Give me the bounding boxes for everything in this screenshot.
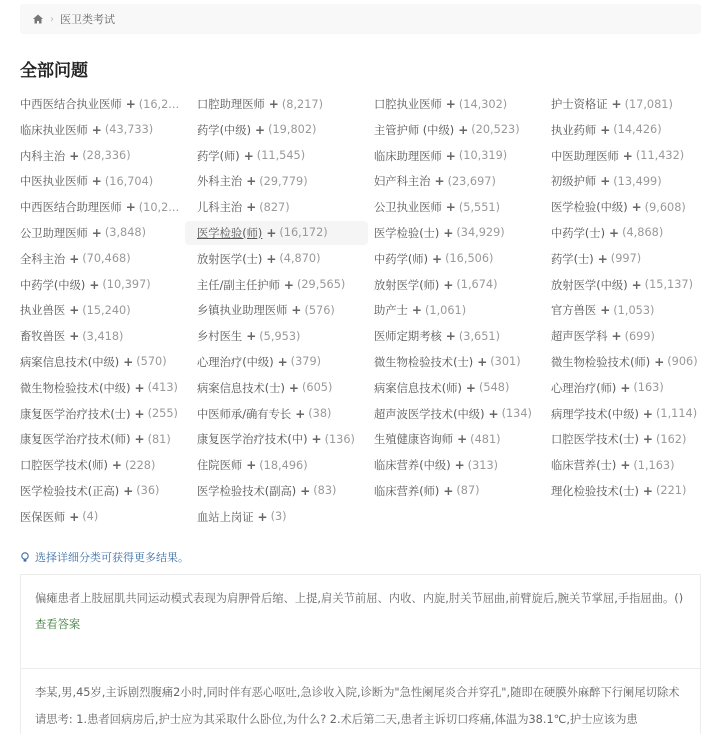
category-name: 医学检验技术(正高) (20, 484, 120, 498)
category-name: 口腔助理医师 (197, 98, 265, 111)
category-count: (70,468) (82, 252, 131, 266)
category-name: 中西医结合执业医师 (20, 98, 122, 111)
category-name: 医师定期考核 (374, 330, 442, 344)
category-link[interactable] (20, 376, 197, 400)
category-link[interactable] (374, 298, 551, 322)
category-name: 医学检验(士) (374, 226, 440, 240)
category-count: (576) (304, 303, 335, 317)
category-link[interactable] (20, 479, 197, 503)
category-link[interactable] (20, 350, 197, 374)
plus-icon: + (69, 329, 80, 344)
category-name: 临床执业医师 (20, 123, 88, 137)
category-link[interactable] (20, 505, 197, 529)
breadcrumb-current[interactable]: 医卫类考试 (60, 13, 115, 26)
category-count: (16,704) (104, 174, 154, 188)
category-link[interactable] (374, 479, 551, 503)
category-link[interactable] (374, 376, 551, 400)
plus-icon: + (443, 225, 454, 240)
category-link[interactable] (185, 221, 368, 245)
category-link[interactable] (197, 247, 374, 271)
category-name: 药学(中级) (197, 123, 252, 137)
category-name: 中西医结合助理医师 (20, 201, 122, 215)
category-name: 理化检验技术(士) (551, 484, 639, 498)
category-link[interactable] (374, 195, 551, 219)
category-link[interactable] (197, 324, 374, 348)
category-name: 微生物检验技术(师) (551, 355, 651, 369)
category-link[interactable] (197, 169, 374, 193)
category-link[interactable] (551, 221, 710, 245)
category-name: 病案信息技术(师) (374, 381, 462, 395)
category-link[interactable] (20, 92, 197, 116)
category-name: 药学(士) (551, 252, 594, 266)
plus-icon: + (611, 97, 622, 111)
category-name: 官方兽医 (551, 304, 597, 318)
plus-icon: + (283, 277, 294, 292)
plus-icon: + (111, 458, 122, 473)
plus-icon: + (465, 380, 476, 395)
category-count: (5,953) (259, 329, 301, 343)
plus-icon: + (123, 483, 134, 498)
plus-icon: + (69, 509, 80, 524)
category-link[interactable] (20, 453, 197, 477)
category-link[interactable] (374, 402, 551, 426)
category-count: (1,114) (655, 407, 698, 421)
category-name: 放射医学(中级) (551, 278, 628, 292)
plus-icon: + (642, 406, 653, 421)
plus-icon: + (597, 251, 608, 266)
category-name: 心理治疗(中级) (197, 355, 274, 369)
plus-icon: + (631, 277, 642, 292)
plus-icon: + (69, 251, 80, 266)
plus-icon: + (134, 380, 145, 395)
category-name: 口腔医学技术(师) (20, 459, 108, 473)
category-name: 医保医师 (20, 510, 66, 524)
category-link[interactable] (197, 427, 374, 451)
plus-icon: + (255, 122, 266, 137)
category-link[interactable] (551, 298, 710, 322)
category-name: 住院医师 (197, 459, 243, 473)
category-name: 放射医学(士) (197, 252, 263, 266)
category-name: 畜牧兽医 (20, 330, 66, 344)
category-count: (301) (490, 355, 521, 369)
plus-icon: + (600, 303, 611, 318)
question-text[interactable]: 李某,男,45岁,主诉剧烈腹痛2小时,同时伴有恶心呕吐,急诊收入院,诊断为"急性阑尾炎合并穿孔",随即在硬膜外麻醉下行阑尾切除术 请思考: 1.患者回病房后,护士应为其采取什么卧位,为什么? 2.术后第二天,患者主诉切口疼痛,体温为38.1℃,护士应该为患 (35, 686, 680, 726)
lightbulb-icon (20, 552, 30, 563)
category-count: (10,397) (102, 278, 151, 292)
category-count: (83) (313, 484, 337, 498)
category-name: 内科主治 (20, 149, 66, 163)
category-link[interactable] (197, 376, 374, 400)
category-name: 儿科主治 (197, 201, 243, 215)
plus-icon: + (622, 148, 633, 163)
category-name: 临床助理医师 (374, 149, 442, 163)
category-count: (162) (655, 432, 687, 446)
category-link[interactable] (20, 247, 197, 271)
category-count: (4,870) (279, 252, 321, 266)
plus-icon: + (91, 122, 102, 137)
category-count: (11,545) (256, 149, 306, 163)
category-name: 中药学(中级) (20, 278, 86, 292)
category-count: (605) (301, 381, 333, 395)
plus-icon: + (434, 174, 445, 189)
category-name: 口腔执业医师 (374, 98, 442, 111)
plus-icon: + (91, 174, 102, 189)
category-count: (228) (124, 458, 156, 472)
category-link[interactable] (197, 195, 374, 219)
category-name: 中药学(士) (551, 226, 606, 240)
category-link[interactable] (374, 427, 551, 451)
plus-icon: + (125, 200, 136, 215)
category-link[interactable] (374, 247, 551, 271)
plus-icon: + (295, 406, 306, 421)
category-link[interactable] (374, 221, 551, 245)
plus-icon: + (611, 329, 622, 344)
category-link[interactable] (551, 92, 710, 116)
category-count: (38) (308, 407, 332, 421)
category-name: 执业兽医 (20, 304, 66, 318)
tip-message (20, 549, 189, 565)
category-name: 中药学(师) (374, 252, 429, 266)
plus-icon: + (134, 406, 145, 421)
category-link[interactable] (20, 221, 197, 245)
category-count: (16,506) (445, 252, 494, 266)
category-count: (15,240) (82, 303, 131, 317)
category-link[interactable] (374, 324, 551, 348)
category-count: (906) (667, 355, 698, 369)
category-count: (18,496) (259, 458, 308, 472)
category-count: (313) (467, 458, 499, 472)
category-name: 中医执业医师 (20, 175, 88, 189)
category-count: (997) (610, 252, 642, 266)
category-link[interactable] (551, 324, 710, 348)
category-name: 微生物检验技术(中级) (20, 381, 131, 395)
category-name: 公卫执业医师 (374, 201, 442, 215)
category-count: (16,2... (138, 97, 180, 111)
plus-icon: + (266, 225, 277, 240)
category-count: (10,2... (138, 200, 180, 214)
plus-icon: + (477, 354, 488, 369)
plus-icon: + (445, 148, 456, 163)
plus-icon: + (246, 174, 257, 189)
plus-icon: + (134, 432, 145, 447)
plus-icon: + (123, 354, 134, 369)
plus-icon: + (125, 97, 136, 111)
category-name: 康复医学治疗技术(中) (197, 433, 308, 447)
category-count: (81) (147, 432, 171, 446)
view-answer-link[interactable]: 查看答案 (35, 618, 81, 631)
category-count: (20,523) (471, 123, 520, 137)
category-name: 助产士 (374, 304, 408, 318)
plus-icon: + (89, 277, 100, 292)
plus-icon: + (443, 277, 454, 292)
category-count: (43,733) (104, 123, 154, 137)
question-text[interactable]: 偏瘫患者上肢屈肌共同运动模式表现为肩胛骨后缩、上提,肩关节前屈、内收、内旋,肘关节屈曲,前臂旋后,腕关节掌屈,手指屈曲。() (35, 592, 684, 605)
category-link[interactable] (551, 169, 710, 193)
category-name: 超声医学科 (551, 330, 608, 344)
category-link[interactable] (197, 92, 374, 116)
category-count: (221) (655, 484, 687, 498)
category-link[interactable] (374, 453, 551, 477)
category-count: (136) (324, 432, 355, 446)
category-link[interactable] (20, 324, 197, 348)
category-grid (20, 92, 710, 531)
category-name: 外科主治 (197, 175, 243, 189)
category-count: (163) (633, 381, 664, 395)
category-count: (15,137) (644, 278, 694, 292)
plus-icon: + (454, 458, 465, 473)
category-count: (3,418) (82, 329, 124, 343)
plus-icon: + (266, 251, 277, 266)
category-name: 康复医学治疗技术(士) (20, 407, 131, 421)
category-link[interactable] (197, 118, 374, 142)
category-name: 临床营养(中级) (374, 459, 451, 473)
category-link[interactable] (551, 402, 710, 426)
question-card (20, 574, 701, 668)
category-name: 药学(师) (197, 149, 240, 163)
category-link[interactable] (197, 298, 374, 322)
plus-icon: + (277, 354, 288, 369)
category-count: (36) (136, 484, 160, 498)
category-name: 血站上岗证 (197, 510, 254, 524)
plus-icon: + (642, 483, 653, 498)
breadcrumb (20, 4, 701, 34)
plus-icon: + (246, 458, 257, 473)
plus-icon: + (445, 329, 456, 344)
category-link[interactable] (374, 144, 551, 168)
category-count: (34,929) (456, 226, 505, 240)
category-name: 临床营养(士) (551, 459, 617, 473)
category-link[interactable] (20, 298, 197, 322)
category-count: (4) (82, 510, 99, 524)
plus-icon: + (268, 97, 279, 111)
category-name: 全科主治 (20, 252, 66, 266)
category-link[interactable] (20, 144, 197, 168)
plus-icon: + (600, 174, 611, 189)
category-count: (29,779) (259, 174, 308, 188)
home-icon[interactable] (32, 13, 44, 25)
plus-icon: + (488, 406, 499, 421)
plus-icon: + (654, 354, 665, 369)
plus-icon: + (432, 251, 443, 266)
plus-icon: + (443, 483, 454, 498)
category-count: (87) (456, 484, 480, 498)
question-card (20, 668, 701, 734)
plus-icon: + (411, 303, 422, 318)
category-count: (255) (147, 407, 178, 421)
plus-icon: + (631, 200, 642, 215)
plus-icon: + (457, 432, 468, 447)
category-name: 主管护师 (中级) (374, 123, 455, 137)
category-name: 中医助理医师 (551, 149, 619, 163)
category-count: (23,697) (447, 174, 496, 188)
category-link[interactable] (551, 247, 710, 271)
category-name: 乡村医生 (197, 330, 243, 344)
category-name: 初级护师 (551, 175, 597, 189)
category-name: 康复医学治疗技术(师) (20, 433, 131, 447)
category-count: (827) (259, 200, 290, 214)
category-link[interactable] (197, 350, 374, 374)
category-link[interactable] (20, 195, 197, 219)
category-name: 病案信息技术(中级) (20, 355, 120, 369)
category-link[interactable] (551, 427, 710, 451)
category-count: (14,426) (613, 123, 662, 137)
category-count: (28,336) (82, 149, 131, 163)
category-count: (699) (624, 329, 655, 343)
plus-icon: + (257, 509, 268, 524)
plus-icon: + (300, 483, 311, 498)
category-link[interactable] (197, 479, 374, 503)
category-name: 护士资格证 (551, 98, 608, 111)
category-link[interactable] (197, 144, 374, 168)
category-count: (8,217) (281, 97, 324, 111)
category-link[interactable] (374, 169, 551, 193)
category-name: 临床营养(师) (374, 484, 440, 498)
page-title: 全部问题 (20, 61, 88, 81)
plus-icon: + (69, 303, 80, 318)
category-name: 医学检验(师) (197, 226, 263, 240)
category-link[interactable] (20, 427, 197, 451)
category-name: 超声波医学技术(中级) (374, 407, 485, 421)
category-link[interactable] (551, 144, 710, 168)
category-count: (5,551) (458, 200, 501, 214)
category-name: 医学检验技术(副高) (197, 484, 297, 498)
category-name: 生殖健康咨询师 (374, 433, 454, 447)
category-count: (1,674) (456, 278, 498, 292)
category-count: (1,061) (424, 303, 467, 317)
category-count: (4,868) (622, 226, 664, 240)
category-link[interactable] (197, 273, 374, 297)
category-link[interactable] (551, 453, 710, 477)
plus-icon: + (311, 432, 322, 447)
category-link[interactable] (197, 453, 374, 477)
category-name: 公卫助理医师 (20, 226, 88, 240)
plus-icon: + (620, 380, 631, 395)
category-link[interactable] (374, 350, 551, 374)
category-link[interactable] (551, 479, 710, 503)
category-count: (3) (270, 510, 287, 524)
category-count: (11,432) (635, 149, 685, 163)
category-count: (1,053) (613, 303, 655, 317)
category-link[interactable] (20, 169, 197, 193)
category-count: (548) (478, 381, 510, 395)
category-count: (17,081) (624, 97, 673, 111)
category-link[interactable] (551, 118, 710, 142)
category-count: (3,651) (458, 329, 501, 343)
category-count: (10,319) (458, 149, 508, 163)
plus-icon: + (620, 458, 631, 473)
category-name: 医学检验(中级) (551, 201, 628, 215)
category-link[interactable] (20, 118, 197, 142)
category-name: 乡镇执业助理医师 (197, 304, 288, 318)
category-link[interactable] (374, 92, 551, 116)
category-count: (9,608) (644, 200, 686, 214)
category-link[interactable] (197, 402, 374, 426)
plus-icon: + (600, 122, 611, 137)
category-name: 微生物检验技术(士) (374, 355, 474, 369)
plus-icon: + (246, 200, 257, 215)
category-count: (29,565) (296, 278, 346, 292)
category-name: 中医师承/确有专长 (197, 407, 292, 421)
category-name: 口腔医学技术(士) (551, 433, 639, 447)
category-count: (16,172) (279, 226, 328, 240)
category-count: (379) (290, 355, 322, 369)
plus-icon: + (69, 148, 80, 163)
category-name: 病理学技术(中级) (551, 407, 639, 421)
category-name: 病案信息技术(士) (197, 381, 285, 395)
plus-icon: + (246, 329, 257, 344)
category-count: (3,848) (104, 226, 147, 240)
plus-icon: + (642, 432, 653, 447)
plus-icon: + (458, 122, 469, 137)
category-name: 执业药师 (551, 123, 597, 137)
plus-icon: + (445, 97, 456, 111)
plus-icon: + (609, 225, 620, 240)
category-count: (19,802) (268, 123, 317, 137)
category-name: 放射医学(师) (374, 278, 440, 292)
tip-text: 选择详细分类可获得更多结果。 (35, 551, 189, 564)
category-link[interactable] (551, 273, 710, 297)
category-link[interactable] (20, 273, 197, 297)
category-count: (481) (470, 432, 501, 446)
category-name: 心理治疗(师) (551, 381, 617, 395)
category-count: (413) (147, 381, 178, 395)
breadcrumb-separator: › (50, 13, 54, 25)
plus-icon: + (243, 148, 254, 163)
category-link[interactable] (374, 118, 551, 142)
category-link[interactable] (551, 376, 710, 400)
plus-icon: + (291, 303, 302, 318)
category-link[interactable] (20, 402, 197, 426)
category-count: (134) (501, 407, 532, 421)
category-count: (13,499) (613, 174, 662, 188)
category-link[interactable] (197, 505, 374, 529)
category-count: (570) (136, 355, 167, 369)
plus-icon: + (91, 225, 102, 240)
plus-icon: + (445, 200, 456, 215)
category-link[interactable] (374, 273, 551, 297)
category-link[interactable] (551, 195, 710, 219)
category-link[interactable] (551, 350, 710, 374)
plus-icon: + (288, 380, 299, 395)
category-name: 妇产科主治 (374, 175, 431, 189)
category-name: 主任/副主任护师 (197, 278, 280, 292)
category-count: (1,163) (633, 458, 675, 472)
category-count: (14,302) (458, 97, 508, 111)
